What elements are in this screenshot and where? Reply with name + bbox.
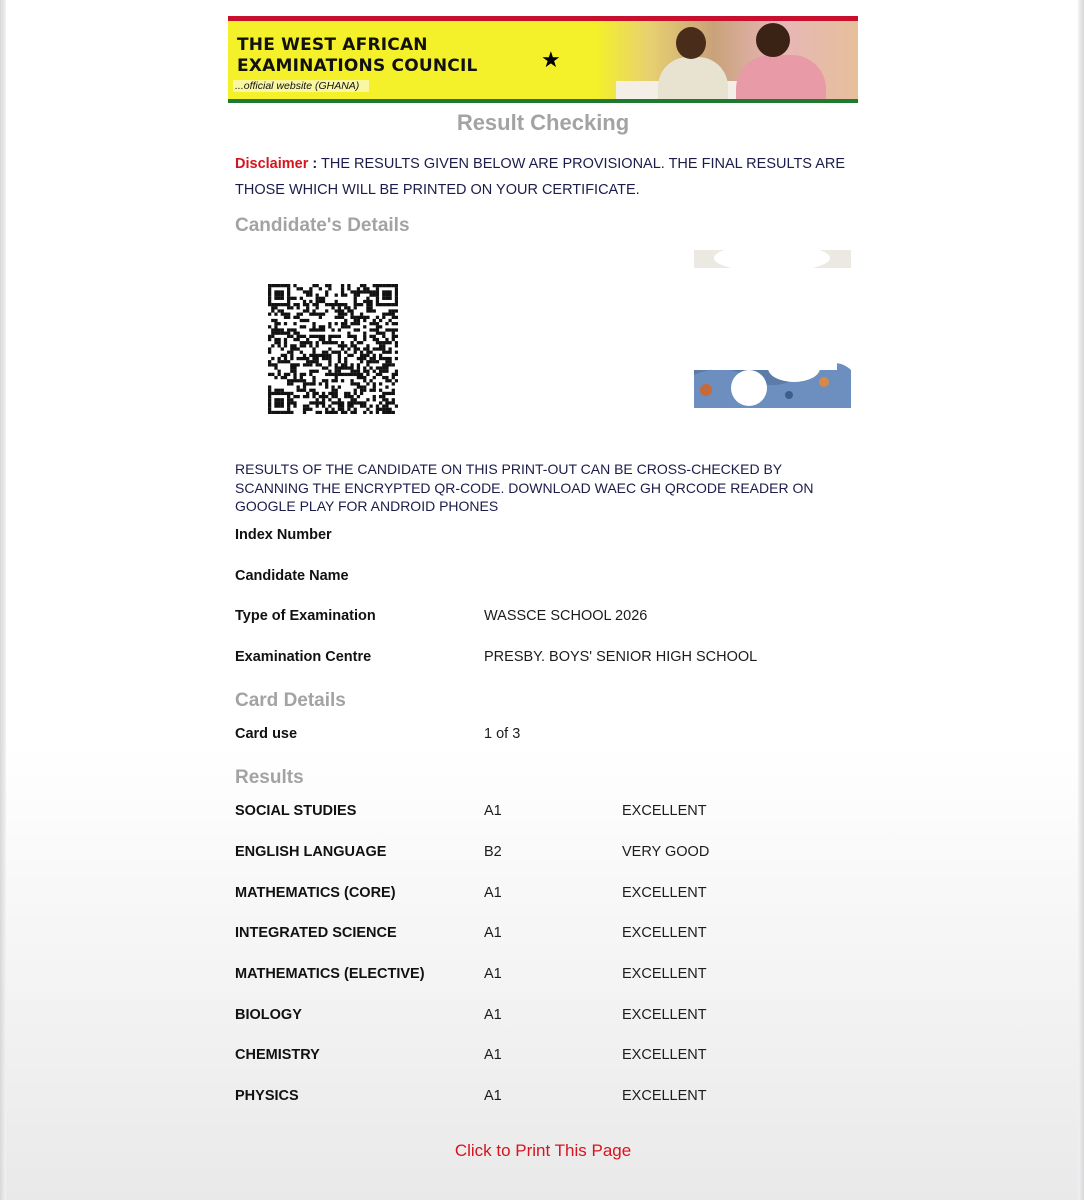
disclaimer-text: THE RESULTS GIVEN BELOW ARE PROVISIONAL. THE FINAL RESULTS ARE THOSE WHICH WILL BE PRINTED ON YOUR CERTIFICATE. bbox=[235, 156, 846, 198]
result-subject: MATHEMATICS (ELECTIVE) bbox=[235, 966, 425, 982]
result-remark: VERY GOOD bbox=[622, 844, 710, 860]
card-use-value: 1 of 3 bbox=[484, 726, 521, 742]
card-details-heading: Card Details bbox=[235, 690, 346, 711]
qr-cross-check-note: RESULTS OF THE CANDIDATE ON THIS PRINT-OUT CAN BE CROSS-CHECKED BY SCANNING THE ENCRYPTED QR-CODE. DOWNLOAD WAEC GH QRCODE READER ON GOOGLE PLAY FOR ANDROID PHONES bbox=[235, 461, 814, 514]
result-grade: A1 bbox=[484, 885, 502, 901]
result-remark: EXCELLENT bbox=[622, 1047, 707, 1063]
waec-banner bbox=[228, 16, 858, 103]
result-grade: A1 bbox=[484, 1088, 502, 1104]
result-subject: PHYSICS bbox=[235, 1088, 299, 1104]
results-heading: Results bbox=[235, 767, 304, 788]
exam-type-label: Type of Examination bbox=[235, 608, 376, 624]
print-page-link[interactable]: Click to Print This Page bbox=[454, 1141, 632, 1160]
result-grade: B2 bbox=[484, 844, 502, 860]
star-icon: ★ bbox=[541, 47, 561, 72]
result-remark: EXCELLENT bbox=[622, 803, 707, 819]
result-remark: EXCELLENT bbox=[622, 1088, 707, 1104]
result-subject: MATHEMATICS (CORE) bbox=[235, 885, 396, 901]
banner-students-photo bbox=[596, 21, 858, 99]
exam-centre-label: Examination Centre bbox=[235, 649, 372, 665]
disclaimer-colon: : bbox=[312, 156, 318, 172]
exam-centre-value: PRESBY. BOYS' SENIOR HIGH SCHOOL bbox=[484, 649, 758, 665]
result-grade: A1 bbox=[484, 803, 502, 819]
photo-student-1-body bbox=[658, 57, 728, 99]
candidate-details-heading: Candidate's Details bbox=[235, 215, 410, 236]
photo-student-2-head bbox=[756, 23, 790, 57]
result-remark: EXCELLENT bbox=[622, 925, 707, 941]
banner-title-line2: EXAMINATIONS COUNCIL bbox=[237, 56, 478, 76]
disclaimer-label: Disclaimer bbox=[235, 156, 309, 172]
result-subject: BIOLOGY bbox=[235, 1007, 302, 1023]
result-grade: A1 bbox=[484, 1007, 502, 1023]
index-number-label: Index Number bbox=[235, 527, 332, 543]
result-grade: A1 bbox=[484, 966, 502, 982]
exam-type-value: WASSCE SCHOOL 2026 bbox=[484, 608, 648, 624]
candidate-photo bbox=[694, 250, 851, 408]
result-remark: EXCELLENT bbox=[622, 1007, 707, 1023]
qr-code-icon bbox=[268, 284, 398, 414]
card-use-label: Card use bbox=[235, 726, 298, 742]
result-remark: EXCELLENT bbox=[622, 885, 707, 901]
result-remark: EXCELLENT bbox=[622, 966, 707, 982]
frame-edge-right bbox=[1078, 0, 1084, 1200]
result-subject: INTEGRATED SCIENCE bbox=[235, 925, 397, 941]
banner-subtitle: ...official website (GHANA) bbox=[233, 80, 369, 92]
result-subject: SOCIAL STUDIES bbox=[235, 803, 357, 819]
banner-title bbox=[237, 35, 537, 77]
result-subject: CHEMISTRY bbox=[235, 1047, 320, 1063]
banner-title-line1: THE WEST AFRICAN bbox=[237, 35, 428, 55]
result-grade: A1 bbox=[484, 1047, 502, 1063]
candidate-name-label: Candidate Name bbox=[235, 568, 349, 584]
photo-student-1-head bbox=[676, 27, 706, 59]
frame-edge-left bbox=[0, 0, 6, 1200]
photo-student-2-body bbox=[736, 55, 826, 99]
result-subject: ENGLISH LANGUAGE bbox=[235, 844, 387, 860]
disclaimer bbox=[235, 151, 865, 203]
result-grade: A1 bbox=[484, 925, 502, 941]
page-title: Result Checking bbox=[456, 110, 630, 135]
